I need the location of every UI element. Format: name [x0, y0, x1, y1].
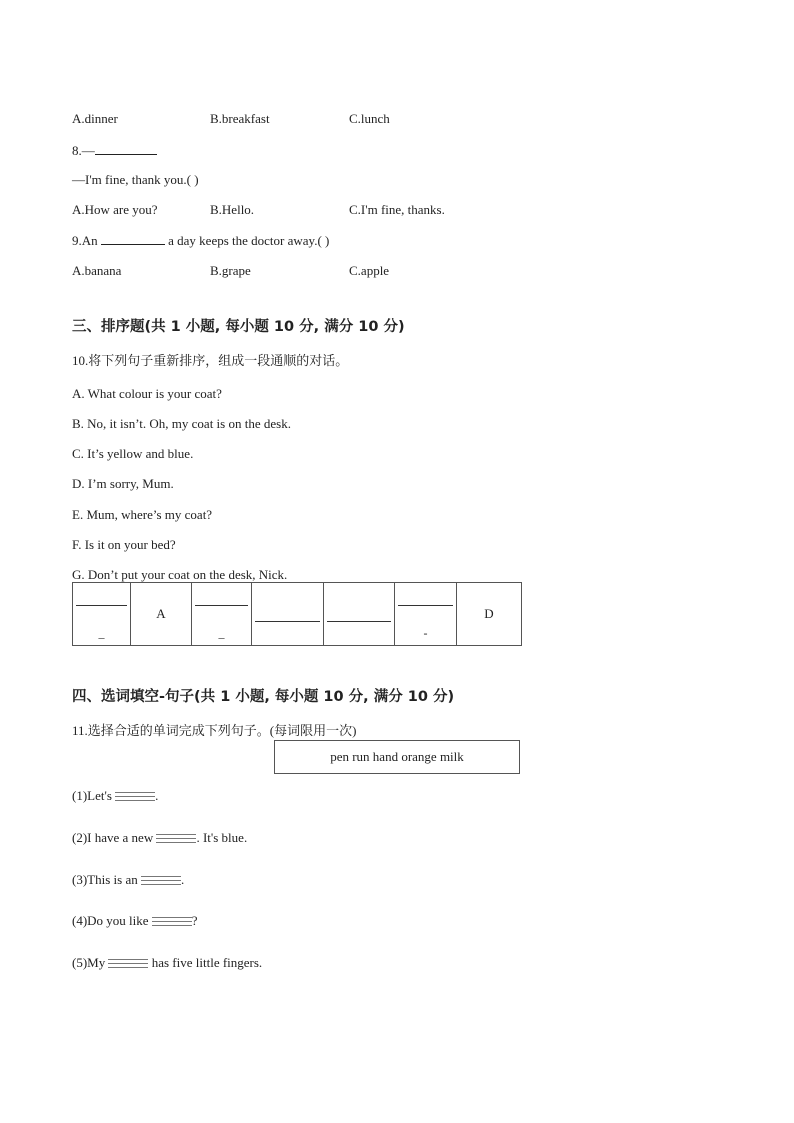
order-cell-7: D	[457, 583, 522, 646]
fill-item-3	[72, 872, 184, 888]
q8-prompt	[72, 142, 157, 159]
sentence-f: F. Is it on your bed?	[72, 537, 176, 552]
q9-prefix: 9.An	[72, 233, 101, 248]
section4-heading: 四、选词填空-句子(共 1 小题, 每小题 10 分, 满分 10 分)	[72, 689, 455, 705]
fill-item-4	[72, 913, 198, 929]
blank-tail: _	[218, 626, 225, 640]
fill-item-2-before: (2)I have a new	[72, 830, 157, 845]
word-bank-box: pen run hand orange milk	[274, 740, 520, 774]
sentence-a: A. What colour is your coat?	[72, 386, 222, 401]
fill-item-4-after: ?	[191, 913, 198, 928]
q8-option-b: B.Hello.	[210, 202, 255, 217]
q8-option-a: A.How are you?	[72, 202, 158, 217]
fill-item-1-after: .	[155, 788, 159, 803]
q9-blank[interactable]	[101, 232, 165, 245]
fill-item-2	[72, 830, 247, 846]
fill-item-4-before: (4)Do you like	[72, 913, 152, 928]
fill-item-3-before: (3)This is an	[72, 872, 141, 887]
q8-option-c: C.I'm fine, thanks.	[349, 202, 445, 217]
fill-item-5-after: has five little fingers.	[148, 955, 263, 970]
blank-tail: _	[98, 626, 105, 640]
order-cell-3[interactable]	[192, 583, 252, 646]
sentence-c: C. It’s yellow and blue.	[72, 446, 194, 461]
fill-item-3-blank[interactable]	[141, 874, 181, 888]
order-cell-6[interactable]	[395, 583, 457, 646]
section3-heading: 三、排序题(共 1 小题, 每小题 10 分, 满分 10 分)	[72, 319, 405, 335]
q7-option-b: B.breakfast	[210, 111, 270, 126]
q9-option-a: A.banana	[72, 263, 122, 278]
order-cell-1[interactable]	[73, 583, 131, 646]
section3-instruction: 10.将下列句子重新排序，组成一段通顺的对话。	[72, 353, 349, 368]
sentence-e: E. Mum, where’s my coat?	[72, 507, 213, 522]
q7-option-c: C.lunch	[349, 111, 390, 126]
fill-item-3-after: .	[180, 872, 185, 887]
sentence-d: D. I’m sorry, Mum.	[72, 476, 174, 491]
blank-line	[76, 605, 127, 606]
q8-answer-line: —I'm fine, thank you.( )	[72, 172, 199, 187]
q9-option-c: C.apple	[349, 263, 390, 278]
fill-item-1-blank[interactable]	[115, 790, 155, 804]
fill-item-5	[72, 955, 262, 971]
blank-line	[195, 605, 248, 606]
blank-line	[327, 621, 391, 622]
fill-item-1	[72, 788, 158, 804]
sentence-b: B. No, it isn’t. Oh, my coat is on the desk.	[72, 416, 291, 431]
q9-option-b: B.grape	[210, 263, 251, 278]
q9-prompt	[72, 232, 329, 249]
order-cell-5[interactable]	[324, 583, 395, 646]
order-cell-2: A	[131, 583, 192, 646]
fill-item-1-before: (1)Let's	[72, 788, 116, 803]
sentence-g: G. Don’t put your coat on the desk, Nick.	[72, 567, 288, 582]
fill-item-5-blank[interactable]	[108, 957, 148, 971]
section4-instruction: 11.选择合适的单词完成下列句子。(每词限用一次)	[72, 723, 357, 738]
fill-item-5-before: (5)My	[72, 955, 109, 970]
q7-option-a: A.dinner	[72, 111, 118, 126]
order-cell-4[interactable]	[252, 583, 324, 646]
fill-item-2-blank[interactable]	[156, 832, 196, 846]
blank-line	[255, 621, 320, 622]
blank-tail: -	[423, 626, 428, 640]
order-answer-table	[72, 582, 522, 646]
blank-line	[398, 605, 453, 606]
fill-item-4-blank[interactable]	[152, 915, 192, 929]
fill-item-2-after: . It's blue.	[196, 830, 248, 845]
q8-number: 8.—	[72, 143, 95, 158]
q9-suffix: a day keeps the doctor away.( )	[164, 233, 330, 248]
q8-blank[interactable]	[95, 142, 157, 155]
